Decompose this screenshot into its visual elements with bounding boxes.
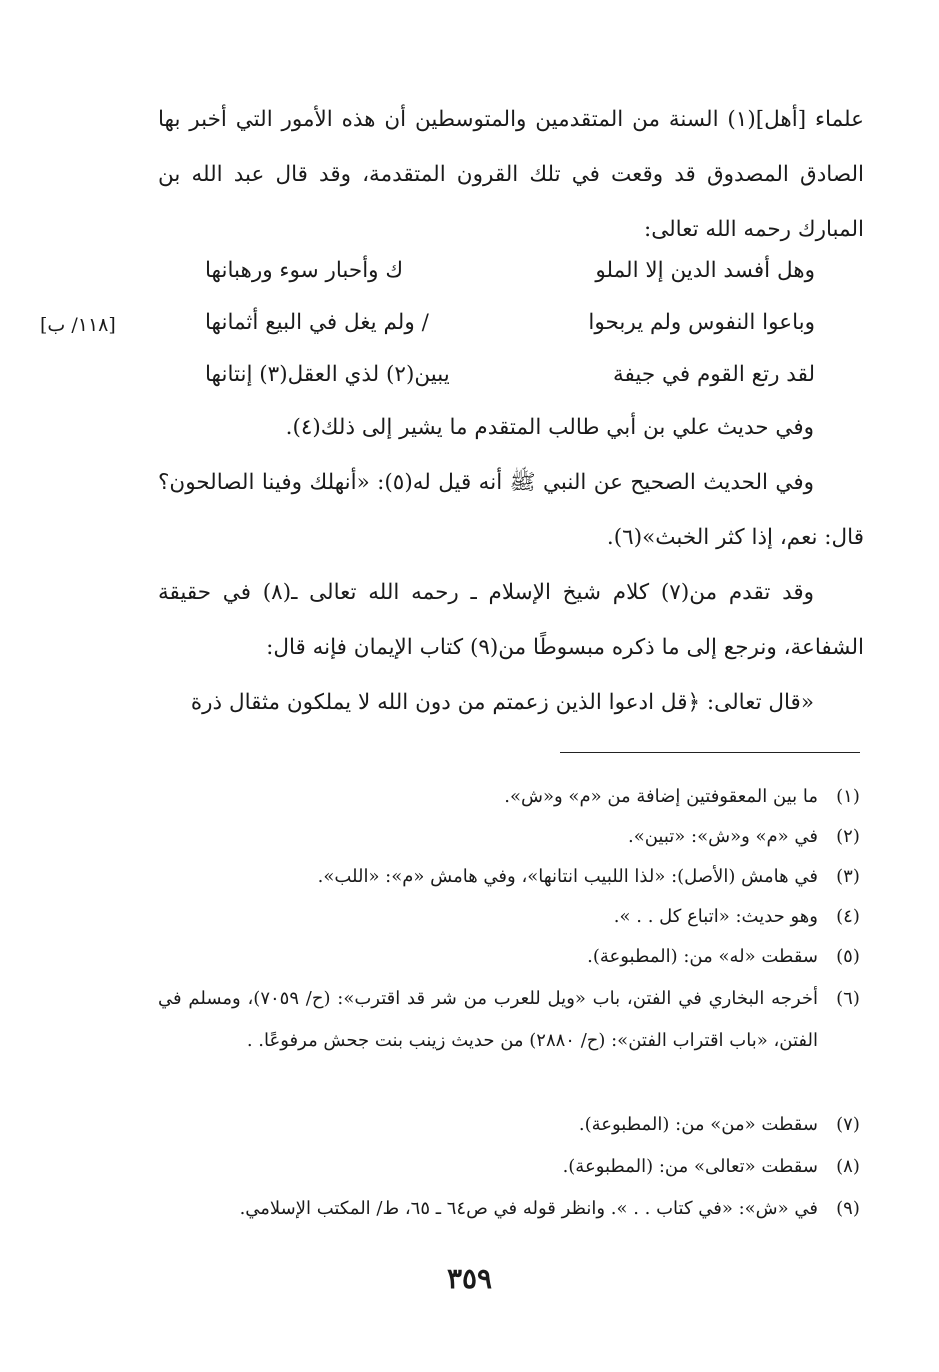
footnote-3-text: في هامش (الأصل): «لذا اللبيب انتانها»، وفي هامش «م»: «اللب». [317,866,818,887]
manuscript-folio-marker: [١١٨/ ب] [40,314,116,336]
footnote-separator [560,752,860,753]
footnote-1-number: (١) [836,786,860,807]
verse-1-second-hemistich: ك وأحبار سوء ورهبانها [205,258,404,283]
verse-2-first-hemistich: وباعوا النفوس ولم يربحوا [588,310,815,335]
verse-3-first-hemistich: لقد رتع القوم في جيفة [612,362,815,387]
footnote-1-text: ما بين المعقوفتين إضافة من «م» و«ش». [504,786,818,807]
footnote-7-number: (٧) [836,1114,860,1135]
verse-2-second-hemistich: / ولم يغل في البيع أثمانها [205,310,429,335]
paragraph-quran-quote: «قال تعالى: ﴿قل ادعوا الذين زعمتم من دون الله لا يملكون مثقال ذرة [190,690,814,715]
verse-3-second-hemistich: يبين(٢) لذي العقل(٣) إنتانها [205,362,450,387]
footnote-8-number: (٨) [836,1156,860,1177]
footnote-2-text: في «م» و«ش»: «تبين». [627,826,818,847]
verse-1-first-hemistich: وهل أفسد الدين إلا الملو [595,258,815,283]
footnote-6-number: (٦) [836,988,860,1009]
footnote-6-text: أخرجه البخاري في الفتن، باب «ويل للعرب من شر قد اقترب»: (ح/ ٧٠٥٩)، ومسلم في الفتن، «باب اقتراب الفتن»: (ح/ ٢٨٨٠) من حديث زينب بنت جحش مرفوعًا. . [158,988,818,1051]
paragraph-shaykh-islam: وقد تقدم من(٧) كلام شيخ الإسلام ـ رحمه الله تعالى ـ(٨) في حقيقة الشفاعة، ونرجع إلى ما ذكره مبسوطًا من(٩) كتاب الإيمان فإنه قال: [158,580,864,660]
paragraph-intro: علماء [أهل](١) السنة من المتقدمين والمتوسطين أن هذه الأمور التي أخبر بها الصادق المصدوق قد وقعت في تلك القرون المتقدمة، وقد قال عبد الله بن المبارك رحمه الله تعالى: [158,107,864,242]
page-number: ٣٥٩ [446,1262,493,1295]
footnote-3-number: (٣) [836,866,860,887]
paragraph-ali-hadith: وفي حديث علي بن أبي طالب المتقدم ما يشير إلى ذلك(٤). [285,415,814,440]
poem-verse-1 [205,246,815,296]
poem-verse-2 [205,298,815,348]
paragraph-sahih-hadith: وفي الحديث الصحيح عن النبي ﷺ أنه قيل له(٥): «أنهلك وفينا الصالحون؟ قال: نعم، إذا كثر الخبث»(٦). [158,470,864,550]
poem-verse-3 [205,350,815,400]
footnote-9-number: (٩) [836,1198,860,1219]
footnote-7-text: سقطت «من» من: (المطبوعة). [578,1114,818,1135]
footnote-5-number: (٥) [836,946,860,967]
footnote-5-text: سقطت «له» من: (المطبوعة). [587,946,818,967]
footnote-2-number: (٢) [836,826,860,847]
main-text-block [158,92,864,257]
footnote-8-text: سقطت «تعالى» من: (المطبوعة). [562,1156,818,1177]
footnote-4-number: (٤) [836,906,860,927]
footnote-4-text: وهو حديث: «اتباع كل . . ». [613,906,818,927]
main-text-block-2 [158,400,864,730]
footnote-9-text: في «ش»: «في كتاب . . ». وانظر قوله في ص٦٤ ـ ٦٥، ط/ المكتب الإسلامي. [239,1198,818,1219]
